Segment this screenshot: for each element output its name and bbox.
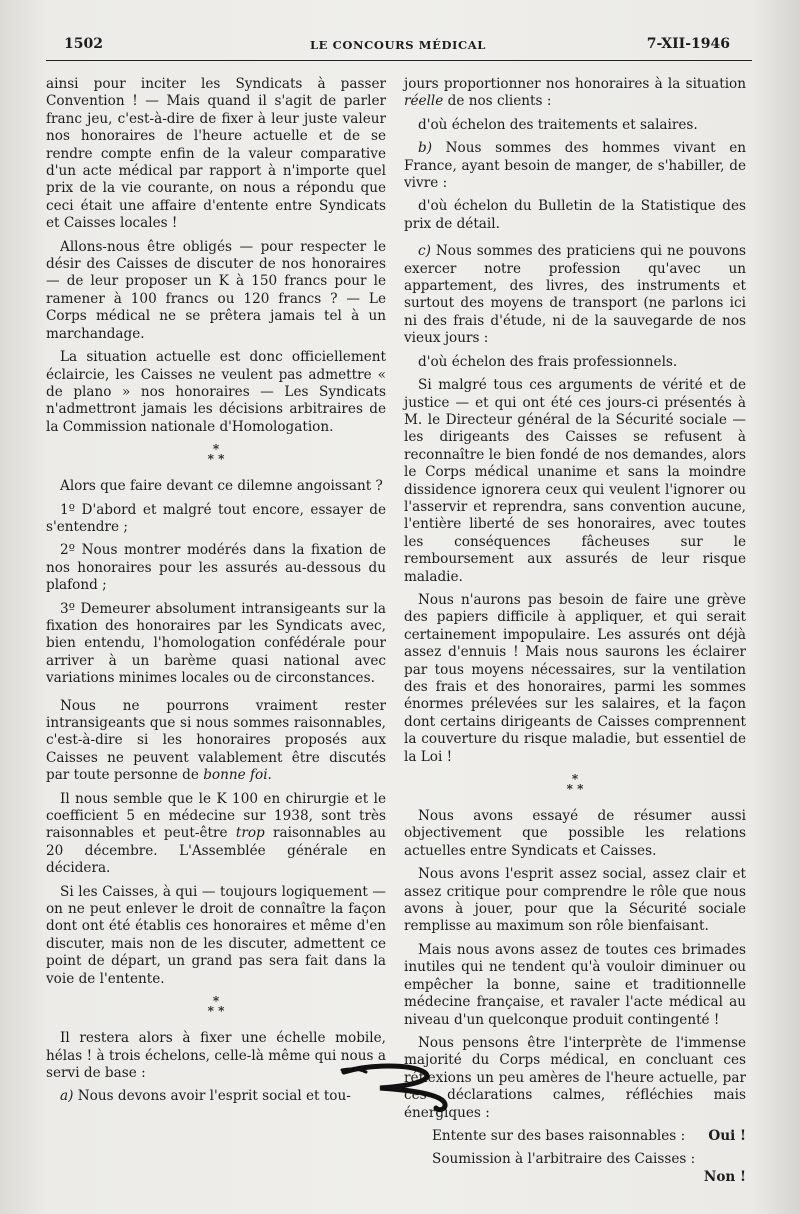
paragraph: ainsi pour inciter les Syndicats à passer Convention ! — Mais quand il s'agit de parler franc jeu, c'est-à-dire de fixer à leur juste valeur nos honoraires de l'heure actuelle et de se rendre compte enfin de la valeur comparative d'un acte médical par rapport à n'importe quel prix de la vie courante, on nous a répondu que ceci était une affaire d'entente entre Syndicats et Caisses locales !: [46, 76, 386, 232]
conclusion-line-soumission: [404, 1151, 746, 1185]
conclusion-text: Soumission à l'arbitraire des Caisses :: [432, 1151, 696, 1168]
paragraph: Nous avons l'esprit assez social, assez clair et assez critique pour comprendre le rôle que nous avons à jouer, pour que la Sécurité sociale remplisse au maximum son rôle bienfaisant.: [404, 866, 746, 935]
text-run: de nos clients :: [443, 93, 552, 110]
list-marker: c): [418, 243, 431, 260]
paragraph: d'où échelon du Bulletin de la Statistique des prix de détail.: [404, 198, 746, 232]
numbered-point-2: 2º Nous montrer modérés dans la fixation de nos honoraires pour les assurés au-dessous du plafond ;: [46, 542, 386, 594]
issue-date: 7-XII-1946: [646, 36, 730, 52]
paragraph: [404, 76, 746, 111]
asterism-bottom: * *: [207, 452, 225, 467]
paragraph: Mais nous avons assez de toutes ces brimades inutiles qui ne tendent qu'à vouloir diminuer ou empêcher la bonne, saine et traditionnelle médecine française, et ravaler l'acte médical au niveau d'un quelconque produit contingenté !: [404, 941, 746, 1028]
page-number: 1502: [64, 36, 103, 52]
section-separator-asterism: [46, 994, 386, 1019]
paragraph: d'où échelon des traitements et salaires.: [418, 116, 698, 133]
list-item-c: [404, 243, 746, 347]
text-run: Nous devons avoir l'esprit social et tou-: [73, 1088, 351, 1105]
list-marker: b): [418, 140, 433, 157]
list-item-b: [404, 140, 746, 192]
header-rule: [46, 60, 752, 61]
text-run: Nous ne pourrons vraiment rester intransigeants que si nous sommes raisonnables, c'est-à-dire si les honoraires proposés aux Caisses ne peuvent valablement être discutés par toute personne de: [46, 697, 386, 784]
text-run: raisonnables au 20 décembre. L'Assemblée générale en décidera.: [46, 825, 387, 877]
conclusion-answer: Non !: [703, 1168, 746, 1185]
end-ornament-icon: [340, 1058, 460, 1116]
text-run: Nous sommes des praticiens qui ne pouvons exercer notre profession qu'avec un appartement, des livres, des instruments et surtout des moyens de transport (ne parlons ici ni des frais d'étude, ni de la sauvegarde de nos vieux jours :: [404, 243, 746, 347]
left-column: [46, 76, 386, 1112]
conclusion-text: Entente sur des bases raisonnables :: [432, 1127, 686, 1144]
text-run: jours proportionner nos honoraires à la situation: [404, 76, 746, 92]
paragraph: Allons-nous être obligés — pour respecter le désir des Caisses de discuter de nos honoraires — de leur proposer un K à 150 francs pour le ramener à 100 francs ou 120 francs ? — Le Corps médical ne se prêtera jamais tel à un marchandage.: [46, 238, 386, 342]
list-marker: a): [60, 1088, 74, 1105]
journal-title: LE CONCOURS MÉDICAL: [309, 38, 486, 52]
right-column: [404, 76, 746, 1186]
paragraph: [46, 791, 386, 878]
emphasis: bonne foi.: [203, 767, 272, 784]
conclusion-answer: Oui !: [708, 1127, 746, 1144]
asterism-top: *: [212, 442, 220, 457]
paragraph: Nous n'aurons pas besoin de faire une grève des papiers difficile à appliquer, et qui serait certainement impopulaire. Les assurés ont déjà assez d'ennuis ! Mais nous saurons les éclairer par tous moyens nécessaires, sur la ventilation des frais et des honoraires, parmi les sommes énormes prélevées sur les salaires, et la façon dont certains dirigeants de Caisses comprennent la couverture du risque maladie, but essentiel de la Loi !: [404, 591, 746, 765]
asterism-bottom: * *: [566, 782, 584, 797]
paragraph: Si malgré tous ces arguments de vérité et de justice — et qui ont été ces jours-ci présentés à M. le Directeur général de la Sécurité sociale — les dirigeants des Caisses se refusent à reconnaître le bien fondé de nos demandes, alors le Corps médical unanime et sans la moindre dissidence ignorera ceux qui veulent l'ignorer ou l'asservir et reprendra, sans convention aucune, l'entière liberté de ses honoraires, avec toutes les conséquences fâcheuses sur le remboursement aux assurés de leur risque maladie.: [404, 377, 746, 585]
paragraph: Nous pensons être l'interprète de l'immense majorité du Corps médical, en concluant ces réflexions un peu amères de l'heure actuelle, par ces déclarations calmes, réfléchies mais énergiques :: [404, 1034, 746, 1121]
paragraph: La situation actuelle est donc officiellement éclaircie, les Caisses ne veulent pas admettre « de plano » nos honoraires — Les Syndicats n'admettront jamais les décisions arbitraires de la Commission nationale d'Homologation.: [46, 349, 386, 435]
numbered-point-1: 1º D'abord et malgré tout encore, essayer de s'entendre ;: [46, 501, 386, 535]
text-run: Il nous semble que le K 100 en chirurgie et le coefficient 5 en médecine sur 1938, sont très raisonnables et peut-être: [46, 790, 386, 842]
text-run: Nous sommes des hommes vivant en France, ayant besoin de manger, de s'habiller, de vivre :: [404, 140, 746, 192]
emphasis: réelle: [404, 93, 444, 110]
paragraph: [46, 698, 386, 785]
section-separator-asterism: [404, 772, 746, 797]
asterism-top: *: [212, 994, 220, 1009]
list-item-a: [46, 1088, 386, 1105]
page-header: [46, 36, 750, 58]
numbered-point-3: 3º Demeurer absolument intransigeants sur la fixation des honoraires par les Syndicats avec, bien entendu, l'homologation confédérale pour arriver à un barème quasi national avec variations minimes locales ou de circonstances.: [46, 600, 386, 687]
paragraph: Il restera alors à fixer une échelle mobile, hélas ! à trois échelons, celle-là même qui nous a servi de base :: [46, 1030, 386, 1081]
paragraph: d'où échelon des frais professionnels.: [418, 353, 678, 370]
conclusion-line-entente: [404, 1128, 746, 1145]
section-separator-asterism: [46, 442, 386, 467]
asterism-bottom: * *: [207, 1004, 225, 1019]
emphasis: trop: [235, 825, 265, 842]
paragraph: Nous avons essayé de résumer aussi objectivement que possible les relations actuelles entre Syndicats et Caisses.: [404, 808, 746, 859]
paragraph: Si les Caisses, à qui — toujours logiquement — on ne peut enlever le droit de connaître la façon dont ont été établis ces honoraires et même d'en discuter, mais non de les discuter, admettent ce point de départ, un grand pas sera fait dans la voie de l'entente.: [46, 883, 386, 987]
paragraph: Alors que faire devant ce dilemne angoissant ?: [60, 478, 383, 495]
asterism-top: *: [571, 772, 579, 787]
